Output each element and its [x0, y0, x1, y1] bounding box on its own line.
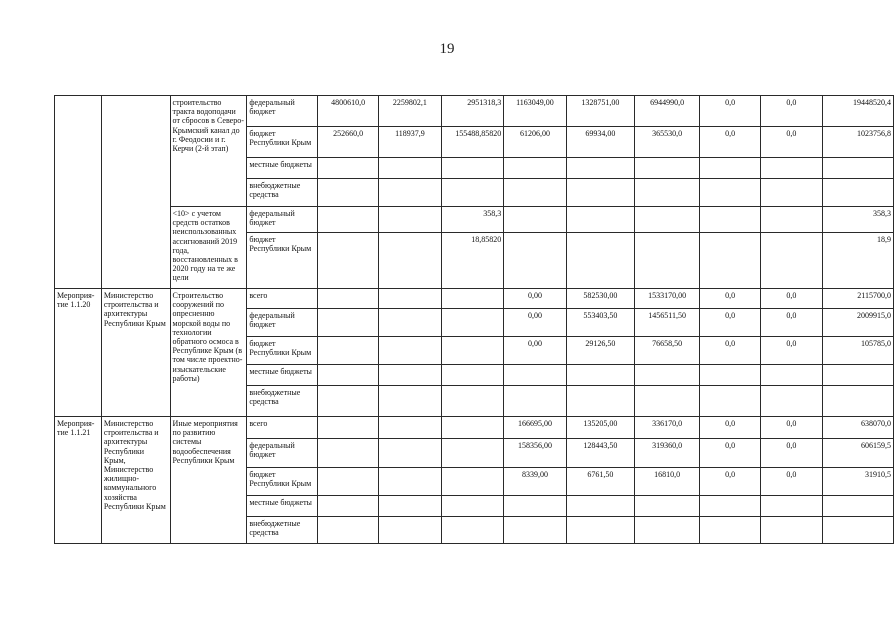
table-cell: 0,0 — [761, 127, 823, 158]
table-cell — [504, 517, 566, 544]
table-cell: 0,0 — [700, 439, 761, 468]
table-cell: 8339,00 — [504, 468, 566, 496]
table-cell: 6761,50 — [566, 468, 634, 496]
measure-description: строительство тракта водоподачи от сбросов в Северо-Крымский канал до г. Феодосии и г. Керчи (2-й этап) — [170, 96, 247, 207]
table-cell — [441, 468, 504, 496]
table-cell — [700, 386, 761, 417]
table-cell — [379, 207, 441, 233]
table-cell — [634, 233, 699, 289]
table-cell — [317, 289, 378, 309]
table-cell — [761, 179, 823, 207]
table-cell — [441, 496, 504, 517]
table-cell: 4800610,0 — [317, 96, 378, 127]
table-cell — [441, 417, 504, 439]
table-cell: 365530,0 — [634, 127, 699, 158]
table-cell — [317, 179, 378, 207]
table-cell — [504, 207, 566, 233]
table-cell: 358,3 — [822, 207, 893, 233]
table-cell: 2259802,1 — [379, 96, 441, 127]
table-cell: 0,0 — [700, 337, 761, 365]
table-cell: 31910,5 — [822, 468, 893, 496]
table-cell: 135205,00 — [566, 417, 634, 439]
table-cell: 0,0 — [761, 439, 823, 468]
table-cell: 16810,0 — [634, 468, 699, 496]
table-cell: 18,9 — [822, 233, 893, 289]
funding-source-label: всего — [247, 417, 318, 439]
table-cell — [566, 207, 634, 233]
table-cell — [504, 386, 566, 417]
funding-source-label: федеральный бюджет — [247, 309, 318, 337]
table-cell: 118937,9 — [379, 127, 441, 158]
budget-table — [54, 95, 894, 544]
table-cell: 1456511,50 — [634, 309, 699, 337]
table-cell: 76658,50 — [634, 337, 699, 365]
funding-source-label: федеральный бюджет — [247, 96, 318, 127]
table-cell — [317, 233, 378, 289]
measure-code: Мероприя-тие 1.1.20 — [55, 289, 102, 417]
table-cell — [317, 517, 378, 544]
empty-executor-cell — [101, 96, 170, 289]
funding-source-label: местные бюджеты — [247, 365, 318, 386]
table-cell — [634, 496, 699, 517]
table-cell — [761, 517, 823, 544]
table-row — [55, 289, 894, 309]
table-cell — [566, 386, 634, 417]
table-cell — [634, 365, 699, 386]
table-cell: 553403,50 — [566, 309, 634, 337]
table-cell: 69934,00 — [566, 127, 634, 158]
table-cell — [566, 517, 634, 544]
table-cell: 638070,0 — [822, 417, 893, 439]
table-cell — [761, 365, 823, 386]
table-cell — [761, 233, 823, 289]
table-cell: 1328751,00 — [566, 96, 634, 127]
table-cell: 0,0 — [761, 468, 823, 496]
table-cell: 582530,00 — [566, 289, 634, 309]
table-cell: 358,3 — [441, 207, 504, 233]
table-cell — [504, 233, 566, 289]
table-cell — [700, 158, 761, 179]
funding-source-label: местные бюджеты — [247, 158, 318, 179]
table-cell — [379, 439, 441, 468]
table-cell — [379, 309, 441, 337]
funding-source-label: бюджет Республики Крым — [247, 127, 318, 158]
table-cell — [822, 158, 893, 179]
table-cell — [504, 496, 566, 517]
table-cell — [700, 496, 761, 517]
funding-source-label: бюджет Республики Крым — [247, 468, 318, 496]
table-cell: 1163049,00 — [504, 96, 566, 127]
funding-source-label: местные бюджеты — [247, 496, 318, 517]
table-cell — [822, 517, 893, 544]
table-cell — [700, 207, 761, 233]
table-cell: 0,0 — [700, 468, 761, 496]
table-cell: 2115700,0 — [822, 289, 893, 309]
table-cell — [504, 179, 566, 207]
table-cell — [379, 496, 441, 517]
table-cell: 0,00 — [504, 309, 566, 337]
table-cell: 128443,50 — [566, 439, 634, 468]
table-cell: 19448520,4 — [822, 96, 893, 127]
funding-source-label: бюджет Республики Крым — [247, 337, 318, 365]
measure-description: Строительство сооружений по опресненню морской воды по технологии обратного осмоса в Республике Крым (в том числе проектно-изыскательские работы) — [170, 289, 247, 417]
table-cell — [700, 179, 761, 207]
table-cell — [441, 439, 504, 468]
table-cell — [566, 496, 634, 517]
table-cell: 0,00 — [504, 289, 566, 309]
table-cell: 0,0 — [700, 289, 761, 309]
table-cell — [634, 386, 699, 417]
table-cell — [379, 386, 441, 417]
table-cell — [379, 179, 441, 207]
table-cell — [441, 179, 504, 207]
table-cell: 0,0 — [700, 96, 761, 127]
table-cell — [317, 207, 378, 233]
table-cell — [700, 233, 761, 289]
measure-code: Мероприя-тие 1.1.21 — [55, 417, 102, 544]
table-cell: 0,0 — [700, 127, 761, 158]
table-cell — [634, 207, 699, 233]
table-cell: 2951318,3 — [441, 96, 504, 127]
funding-source-label: внебюджетные средства — [247, 517, 318, 544]
table-cell — [822, 496, 893, 517]
table-cell: 0,0 — [700, 417, 761, 439]
table-cell: 606159,5 — [822, 439, 893, 468]
table-cell — [317, 309, 378, 337]
table-cell: 252660,0 — [317, 127, 378, 158]
table-cell — [317, 365, 378, 386]
table-cell: 0,0 — [761, 96, 823, 127]
table-cell — [761, 496, 823, 517]
table-cell — [317, 439, 378, 468]
table-row — [55, 417, 894, 439]
table-cell — [441, 289, 504, 309]
table-cell — [379, 417, 441, 439]
table-cell — [634, 517, 699, 544]
table-cell — [379, 289, 441, 309]
table-cell — [317, 417, 378, 439]
funding-source-label: бюджет Республики Крым — [247, 233, 318, 289]
funding-source-label: федеральный бюджет — [247, 207, 318, 233]
table-cell — [504, 365, 566, 386]
table-cell: 0,0 — [700, 309, 761, 337]
table-cell — [566, 179, 634, 207]
funding-source-label: внебюджетные средства — [247, 179, 318, 207]
funding-source-label: федеральный бюджет — [247, 439, 318, 468]
measure-executor: Министерство строительства и архитектуры Республики Крым — [101, 289, 170, 417]
table-cell — [441, 386, 504, 417]
table-cell: 61206,00 — [504, 127, 566, 158]
table-cell — [822, 365, 893, 386]
table-cell: 0,0 — [761, 417, 823, 439]
table-cell — [634, 179, 699, 207]
empty-code-cell — [55, 96, 102, 289]
table-cell: 0,0 — [761, 337, 823, 365]
table-cell — [317, 337, 378, 365]
table-cell — [317, 496, 378, 517]
table-cell — [317, 386, 378, 417]
table-cell — [441, 337, 504, 365]
table-cell — [379, 337, 441, 365]
table-cell: 319360,0 — [634, 439, 699, 468]
table-cell — [700, 517, 761, 544]
funding-source-label: внебюджетные средства — [247, 386, 318, 417]
table-cell — [761, 158, 823, 179]
table-cell: 2009915,0 — [822, 309, 893, 337]
table-row — [55, 207, 894, 233]
funding-source-label: всего — [247, 289, 318, 309]
table-cell: 0,00 — [504, 337, 566, 365]
table-cell — [700, 365, 761, 386]
table-cell — [379, 517, 441, 544]
table-cell — [761, 207, 823, 233]
table-cell — [566, 158, 634, 179]
measure-executor: Министерство строительства и архитектуры Республики Крым, Министерство жилищно-коммунального хозяйства Республики Крым — [101, 417, 170, 544]
table-cell: 6944990,0 — [634, 96, 699, 127]
table-cell — [441, 158, 504, 179]
table-cell — [504, 158, 566, 179]
page-number: 19 — [439, 41, 455, 57]
table-cell: 18,85820 — [441, 233, 504, 289]
table-cell: 105785,0 — [822, 337, 893, 365]
table-cell — [566, 233, 634, 289]
table-cell: 0,0 — [761, 309, 823, 337]
table-cell: 155488,85820 — [441, 127, 504, 158]
table-cell — [441, 517, 504, 544]
measure-note: <10> с учетом средств остатков неиспользованных ассигнований 2019 года, восстановленных в 2020 году на те же цели — [170, 207, 247, 289]
table-cell — [379, 158, 441, 179]
table-cell — [822, 179, 893, 207]
table-cell: 158356,00 — [504, 439, 566, 468]
table-cell: 166695,00 — [504, 417, 566, 439]
table-body — [55, 96, 894, 544]
table-cell — [317, 158, 378, 179]
table-cell — [441, 365, 504, 386]
table-cell: 1023756,8 — [822, 127, 893, 158]
measure-description: Иные мероприятия по развитию системы водообеспечения Республики Крым — [170, 417, 247, 544]
table-cell — [566, 365, 634, 386]
table-cell — [379, 468, 441, 496]
table-cell — [822, 386, 893, 417]
table-cell — [379, 233, 441, 289]
table-cell — [634, 158, 699, 179]
table-cell — [317, 468, 378, 496]
table-cell — [761, 386, 823, 417]
table-cell: 1533170,00 — [634, 289, 699, 309]
table-cell: 336170,0 — [634, 417, 699, 439]
table-cell — [379, 365, 441, 386]
table-cell — [441, 309, 504, 337]
table-cell: 29126,50 — [566, 337, 634, 365]
table-cell: 0,0 — [761, 289, 823, 309]
table-row — [55, 96, 894, 127]
